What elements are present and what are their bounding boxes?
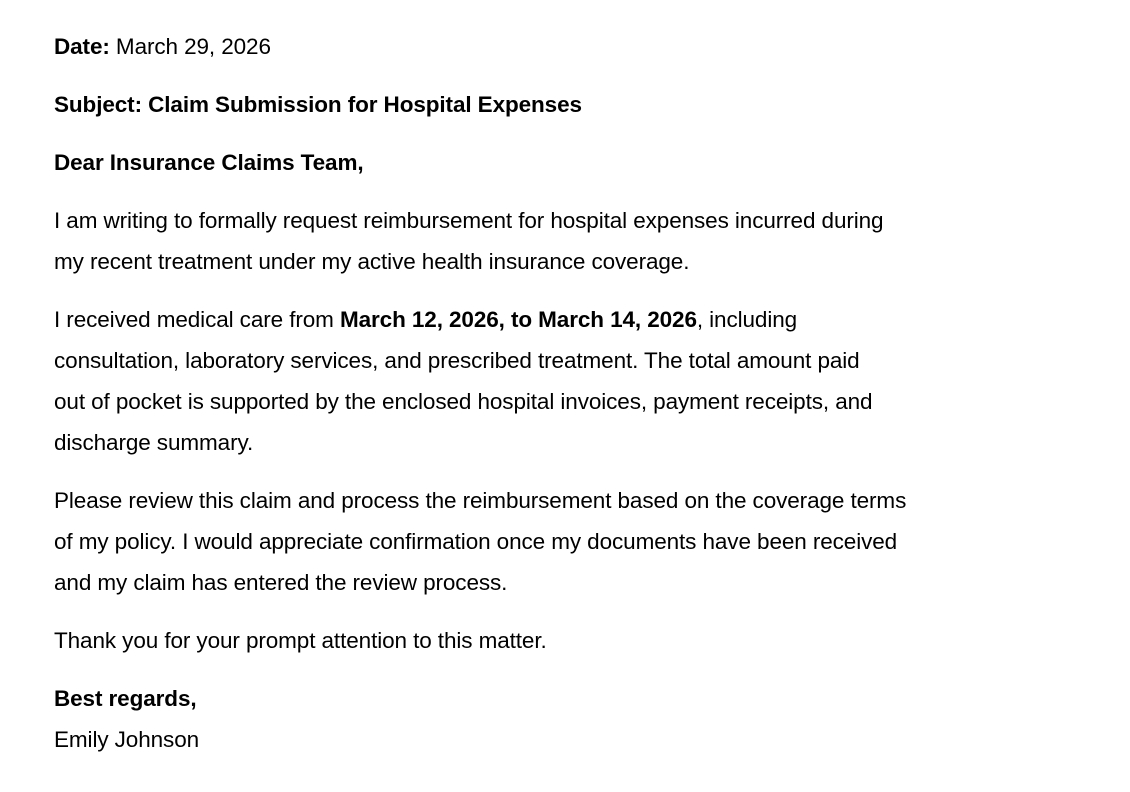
intro-line-2: my recent treatment under my active health insurance coverage.: [54, 249, 690, 274]
treatment-intro-text: I received medical care from: [54, 307, 340, 332]
date-label: Date:: [54, 34, 110, 59]
treatment-line-3: out of pocket is supported by the enclosed hospital invoices, payment receipts, and: [54, 389, 873, 414]
treatment-after-text: , including: [696, 307, 798, 332]
closing: Best regards,: [54, 686, 197, 711]
salutation: Dear Insurance Claims Team,: [54, 150, 364, 175]
subject-line: Subject: Claim Submission for Hospital Expenses: [54, 92, 582, 117]
request-line-1: Please review this claim and process the reimbursement based on the coverage terms: [54, 488, 907, 513]
treatment-line-4: discharge summary.: [54, 430, 254, 455]
claim-letter: [54, 26, 1094, 760]
date-line: [54, 26, 1094, 67]
treatment-line-1: [54, 299, 1094, 340]
thanks-paragraph: [54, 620, 1094, 661]
treatment-dates: March 12, 2026, to March 14, 2026: [339, 307, 697, 332]
request-paragraph: [54, 480, 1094, 603]
thanks-line-1: Thank you for your prompt attention to this matter.: [54, 628, 547, 653]
request-line-2: of my policy. I would appreciate confirmation once my documents have been received: [54, 529, 898, 554]
request-line-3: and my claim has entered the review process.: [54, 570, 508, 595]
intro-line-1: I am writing to formally request reimbursement for hospital expenses incurred during: [54, 208, 884, 233]
treatment-paragraph: [54, 299, 1094, 463]
treatment-line-2: consultation, laboratory services, and prescribed treatment. The total amount paid: [54, 348, 860, 373]
date-value: March 29, 2026: [115, 34, 271, 59]
signature-name: Emily Johnson: [54, 727, 200, 752]
intro-paragraph: [54, 200, 1094, 282]
